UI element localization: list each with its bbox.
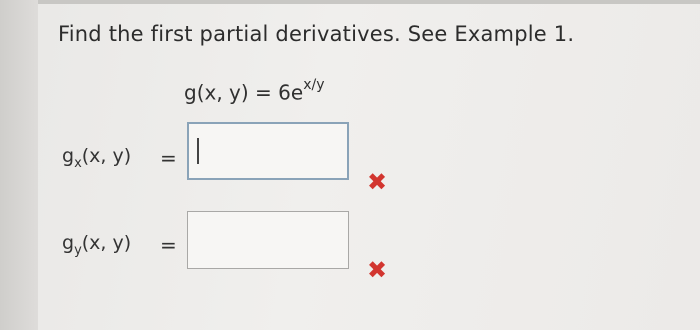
gx-answer-input[interactable] <box>187 122 349 180</box>
wrong-x-icon: ✖ <box>367 168 388 196</box>
wrong-x-icon: ✖ <box>367 256 388 284</box>
gx-equals: = <box>160 146 177 170</box>
gy-equals: = <box>160 233 177 257</box>
gy-label: $g_y(x$, y) <box>62 232 132 258</box>
question-text: Find the first partial derivatives. See Example 1. <box>58 22 575 46</box>
gx-label: $g_x(x$, y) <box>62 145 132 171</box>
function-definition <box>184 77 325 105</box>
function-lhs: g(x, y) = 6e <box>184 80 304 105</box>
top-divider <box>38 0 700 4</box>
function-exponent: x/y <box>303 77 325 93</box>
gy-answer-input[interactable] <box>187 211 349 269</box>
text-caret <box>197 138 199 164</box>
page-edge-shadow <box>0 0 38 330</box>
